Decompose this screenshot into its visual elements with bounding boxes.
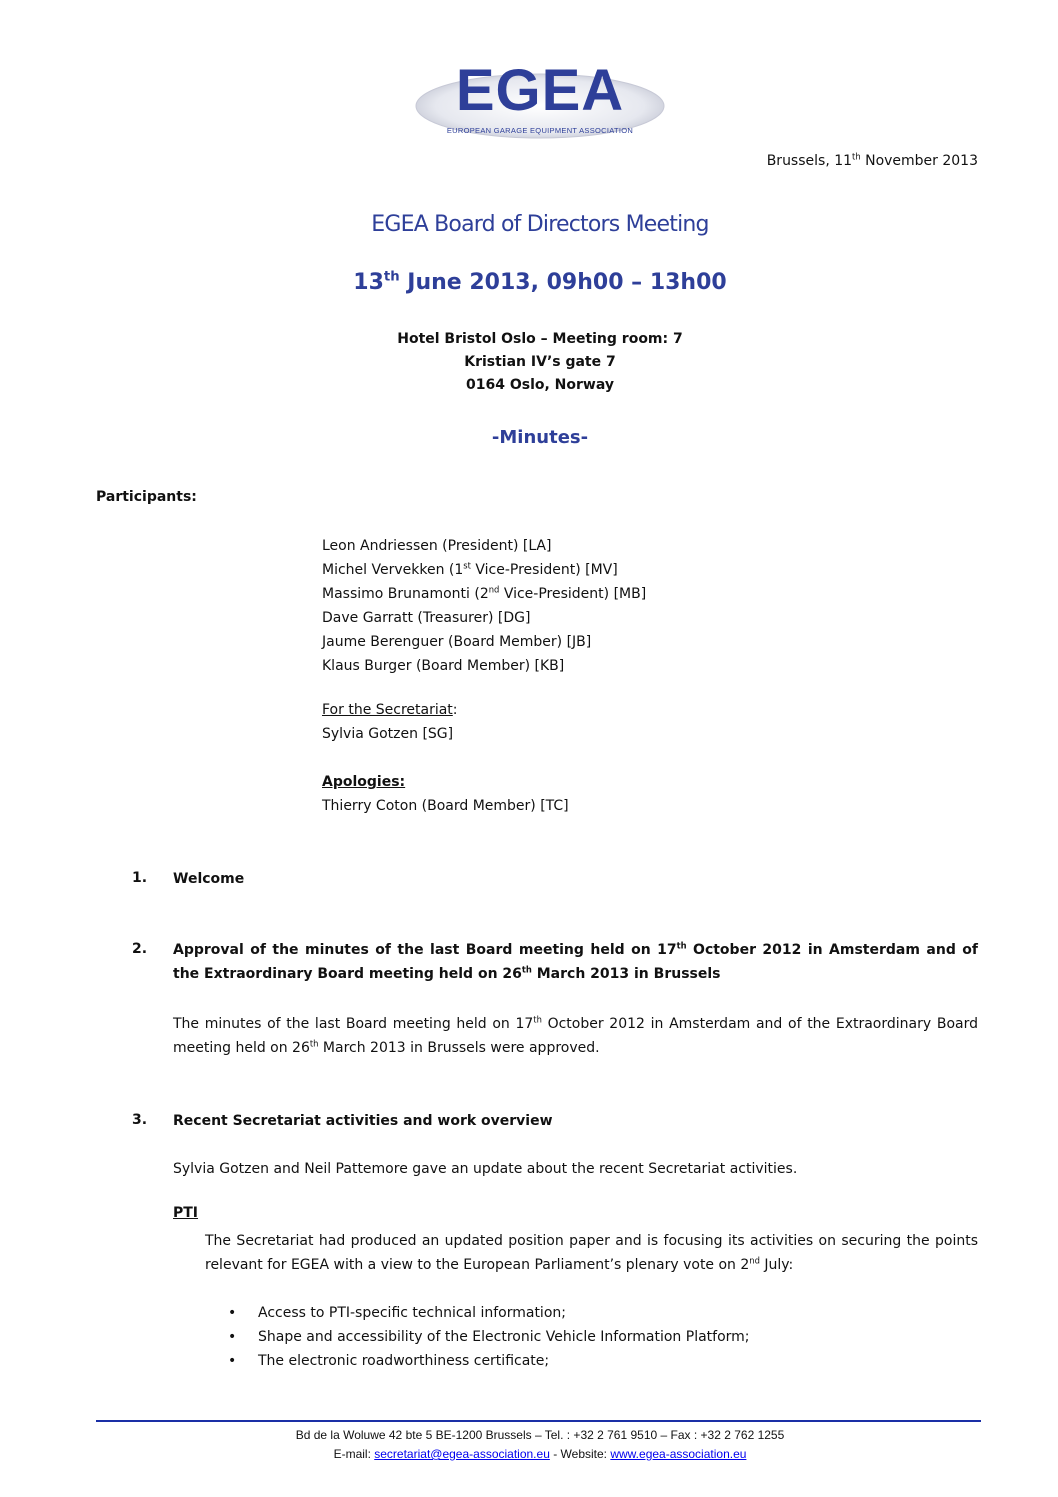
venue-line: Kristian IV’s gate 7 xyxy=(464,354,616,370)
pti-paragraph: The Secretariat had produced an updated position paper and is focusing its activities on securing the points relevant for EGEA with a view to the European Parliament’s plenary vote on 2nd July: xyxy=(205,1233,978,1273)
secretariat-label: For the Secretariat: xyxy=(322,702,458,718)
list-item: • Shape and accessibility of the Electronic Vehicle Information Platform; xyxy=(228,1325,750,1349)
participant: Jaume Berenguer (Board Member) [JB] xyxy=(322,634,592,650)
email-link[interactable]: secretariat@egea-association.eu xyxy=(374,1447,550,1461)
participant: Klaus Burger (Board Member) [KB] xyxy=(322,658,565,674)
footer-divider xyxy=(96,1420,981,1422)
participant: Michel Vervekken (1st Vice-President) [MV] xyxy=(322,560,618,578)
section-paragraph: The minutes of the last Board meeting held on 17th October 2012 in Amsterdam and of the Extraordinary Board meeting held on 26th March 2013 in Brussels were approved. xyxy=(173,1014,978,1056)
participant: Massimo Brunamonti (2nd Vice-President) [MB] xyxy=(322,584,647,602)
letter-date: Brussels, 11th November 2013 xyxy=(766,151,978,169)
venue-line: Hotel Bristol Oslo – Meeting room: 7 xyxy=(397,331,683,347)
section-number: 3. xyxy=(132,1112,148,1128)
website-link[interactable]: www.egea-association.eu xyxy=(610,1447,747,1461)
apologies-name: Thierry Coton (Board Member) [TC] xyxy=(322,798,569,814)
document-title: EGEA Board of Directors Meeting xyxy=(371,212,709,237)
secretariat-name: Sylvia Gotzen [SG] xyxy=(322,726,454,742)
email-label: E-mail: xyxy=(333,1447,375,1461)
participant: Dave Garratt (Treasurer) [DG] xyxy=(322,610,531,626)
website-label: - Website: xyxy=(549,1447,611,1461)
venue-line: 0164 Oslo, Norway xyxy=(466,377,614,393)
egea-logo xyxy=(414,56,666,140)
venue-address xyxy=(0,328,1058,397)
logo-tagline: EUROPEAN GARAGE EQUIPMENT ASSOCIATION xyxy=(446,126,634,135)
pti-subheading: PTI xyxy=(173,1205,199,1221)
section-number: 1. xyxy=(132,870,148,886)
footer-address: Bd de la Woluwe 42 bte 5 BE-1200 Brussels – Tel. : +32 2 761 9510 – Fax : +32 2 762 1255 xyxy=(295,1428,785,1442)
minutes-heading: -Minutes- xyxy=(491,427,589,448)
list-item: • Access to PTI-specific technical information; xyxy=(228,1301,750,1325)
meeting-date-time: 13th June 2013, 09h00 – 13h00 xyxy=(353,269,727,295)
section-title: Recent Secretariat activities and work overview xyxy=(173,1113,553,1129)
participants-list xyxy=(322,534,646,678)
pti-bullet-list xyxy=(228,1301,750,1373)
apologies-label: Apologies: xyxy=(322,774,406,790)
section-number: 2. xyxy=(132,941,148,957)
footer-contact xyxy=(0,1447,1058,1461)
section-paragraph: Sylvia Gotzen and Neil Pattemore gave an update about the recent Secretariat activities. xyxy=(173,1161,798,1177)
participants-label: Participants: xyxy=(96,489,197,505)
list-item: • The electronic roadworthiness certificate; xyxy=(228,1349,750,1373)
logo-text: EGEA xyxy=(455,58,625,123)
participant: Leon Andriessen (President) [LA] xyxy=(322,538,552,554)
section-title: Approval of the minutes of the last Board meeting held on 17th October 2012 in Amsterdam and of the Extraordinary Board meeting held on 26th March 2013 in Brussels xyxy=(173,940,978,982)
section-title: Welcome xyxy=(173,871,245,887)
